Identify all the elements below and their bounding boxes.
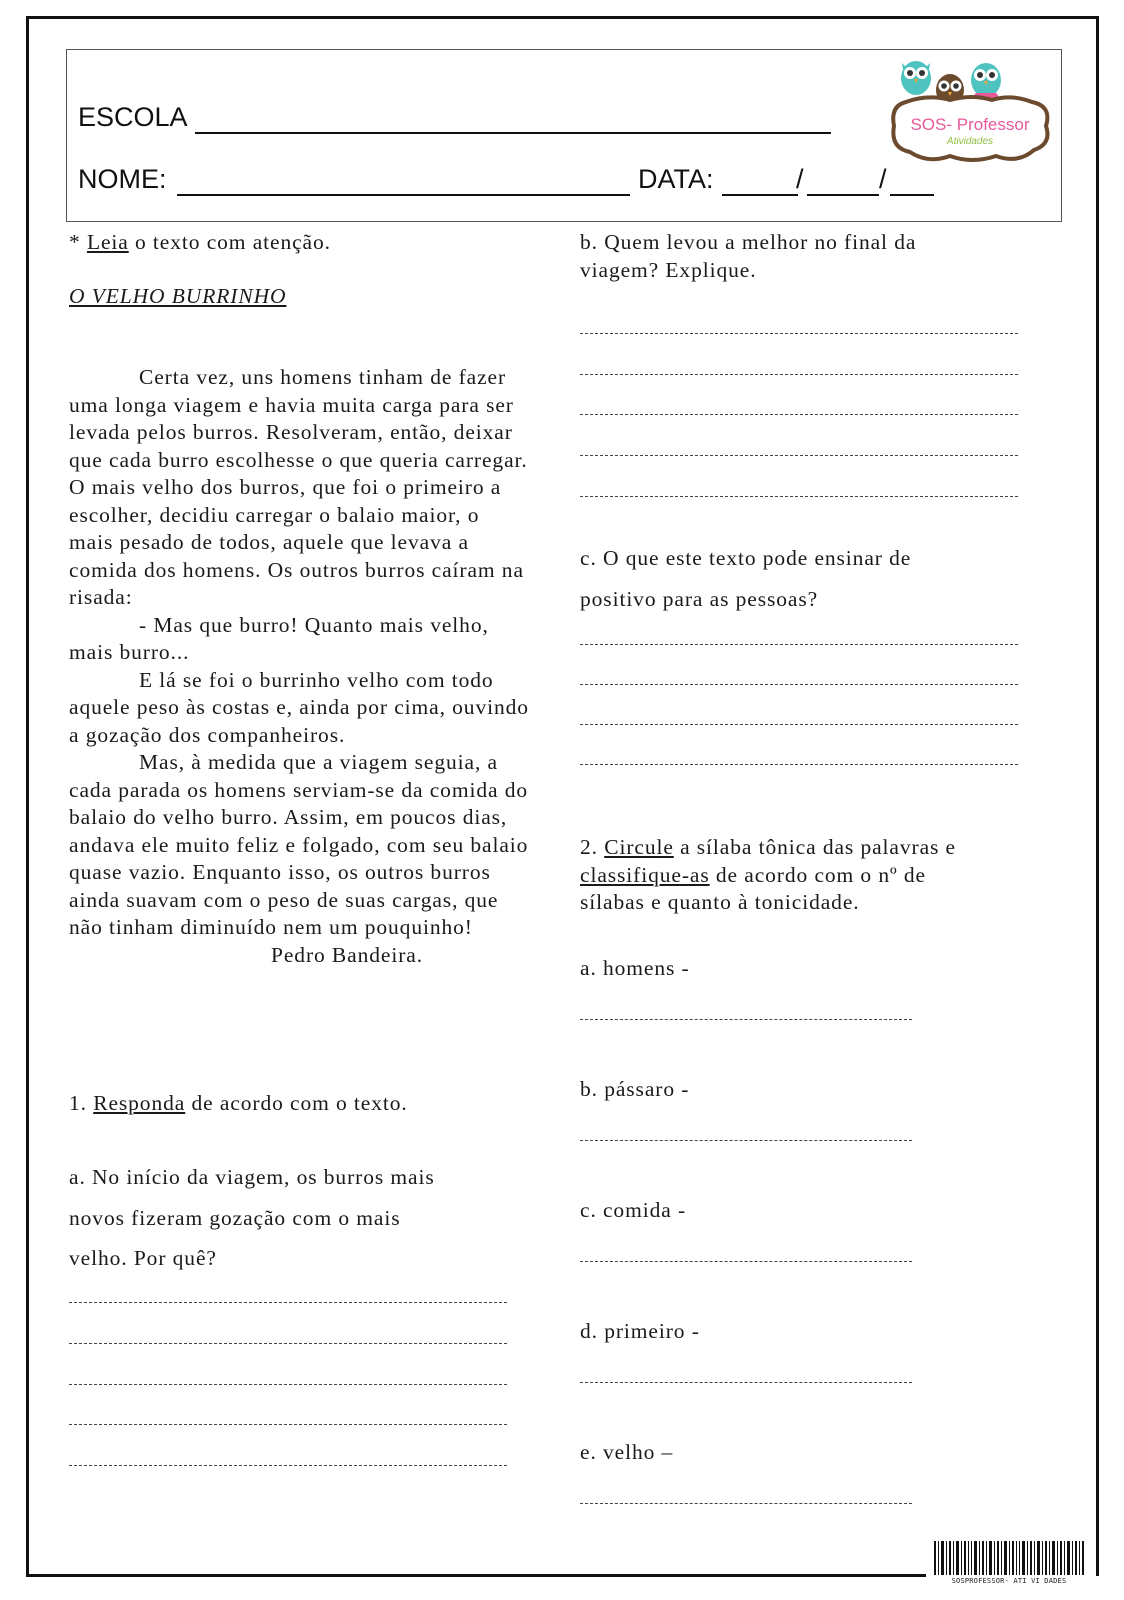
answer-line[interactable] [580, 455, 1018, 456]
word-item: d. primeiro - [580, 1319, 700, 1343]
story-title: O VELHO BURRINHO [69, 284, 287, 308]
sos-professor-logo [888, 56, 1054, 168]
word-item: c. comida - [580, 1198, 687, 1222]
owl-icon [971, 63, 1001, 100]
story-paragraph: - Mas que burro! Quanto mais velho, mais burro... [69, 612, 489, 664]
answer-line[interactable] [580, 333, 1018, 334]
instruction-verb: Leia [86, 230, 129, 254]
answer-line[interactable] [580, 1019, 912, 1020]
question-1b: b. Quem levou a melhor no final da viagem? Explique. [580, 230, 917, 282]
answer-line[interactable] [580, 1382, 912, 1383]
date-label: DATA: [638, 164, 714, 194]
answer-line[interactable] [580, 1503, 912, 1504]
word-item: b. pássaro - [580, 1077, 690, 1101]
name-label: NOME: [78, 164, 167, 194]
story-paragraph: E lá se foi o burrinho velho com todo aquele peso às costas e, ainda por cima, ouvindo a gozação dos companheiros. [69, 667, 529, 747]
answer-line[interactable] [580, 496, 1018, 497]
answer-line[interactable] [580, 644, 1018, 645]
answer-line[interactable] [580, 764, 1018, 765]
page-bottom-border [26, 1574, 926, 1577]
school-field-line[interactable] [195, 132, 831, 134]
story-paragraph: Mas, à medida que a viagem seguia, a cada parada os homens serviam-se da comida do balaio do velho burro. Assim, em poucos dias, andava ele muito feliz e folgado, com seu balaio quase vazio. Enquanto isso, os outros burros ainda suavam com o peso de suas cargas, que não tinham diminuído nem um pouquinho! [69, 750, 529, 939]
question-1a: a. No início da viagem, os burros mais novos fizeram gozação com o mais velho. Por quê? [69, 1165, 435, 1270]
date-day-line[interactable] [722, 194, 798, 196]
answer-line[interactable] [580, 374, 1018, 375]
question-1: 1. Responda de acordo com o texto. [69, 1091, 408, 1115]
answer-line[interactable] [580, 1261, 912, 1262]
question-2-verb: Circule [604, 835, 674, 859]
answer-line[interactable] [69, 1302, 507, 1303]
logo-tagline: Atividades [946, 136, 994, 147]
answer-line[interactable] [580, 414, 1018, 415]
question-1c: c. O que este texto pode ensinar de positivo para as pessoas? [580, 546, 912, 611]
answer-line[interactable] [69, 1465, 507, 1466]
barcode-label: SOSPROFESSOR- ATI VI DADES [951, 1577, 1067, 1585]
story-paragraph: Certa vez, uns homens tinham de fazer uma longa viagem e havia muita carga para ser levada pelos burros. Resolveram, então, deixar que cada burro escolhesse o que queria carregar. O mais velho dos burros, que foi o primeiro a escolher, decidiu carregar o balaio maior, o mais pesado de todos, aquele que levava a comida dos homens. Os outros burros caíram na risada: [69, 365, 528, 609]
date-slash: / [796, 164, 804, 194]
story-text [69, 364, 529, 969]
answer-line[interactable] [580, 684, 1018, 685]
answer-line[interactable] [580, 1140, 912, 1141]
owl-icon [901, 61, 931, 95]
question-2: 2. Circule a sílaba tônica das palavras e classifique-as de acordo com o nº de sílabas e quanto à tonicidade. [580, 835, 957, 914]
date-year-line[interactable] [890, 194, 934, 196]
answer-line[interactable] [69, 1384, 507, 1385]
question-2-verb: classifique-as [580, 862, 710, 887]
story-author: Pedro Bandeira. [271, 942, 424, 967]
instruction: * Leia o texto com atenção. [69, 230, 331, 254]
date-slash: / [879, 164, 887, 194]
answer-line[interactable] [580, 724, 1018, 725]
date-month-line[interactable] [807, 194, 879, 196]
word-item: a. homens - [580, 956, 690, 980]
school-label: ESCOLA [78, 102, 188, 132]
barcode-icon [934, 1541, 1084, 1575]
answer-line[interactable] [69, 1343, 507, 1344]
answer-line[interactable] [69, 1424, 507, 1425]
logo-brand: SOS- Professor [910, 115, 1030, 134]
question-1-verb: Responda [93, 1091, 186, 1115]
word-item: e. velho – [580, 1440, 674, 1464]
name-field-line[interactable] [177, 194, 630, 196]
